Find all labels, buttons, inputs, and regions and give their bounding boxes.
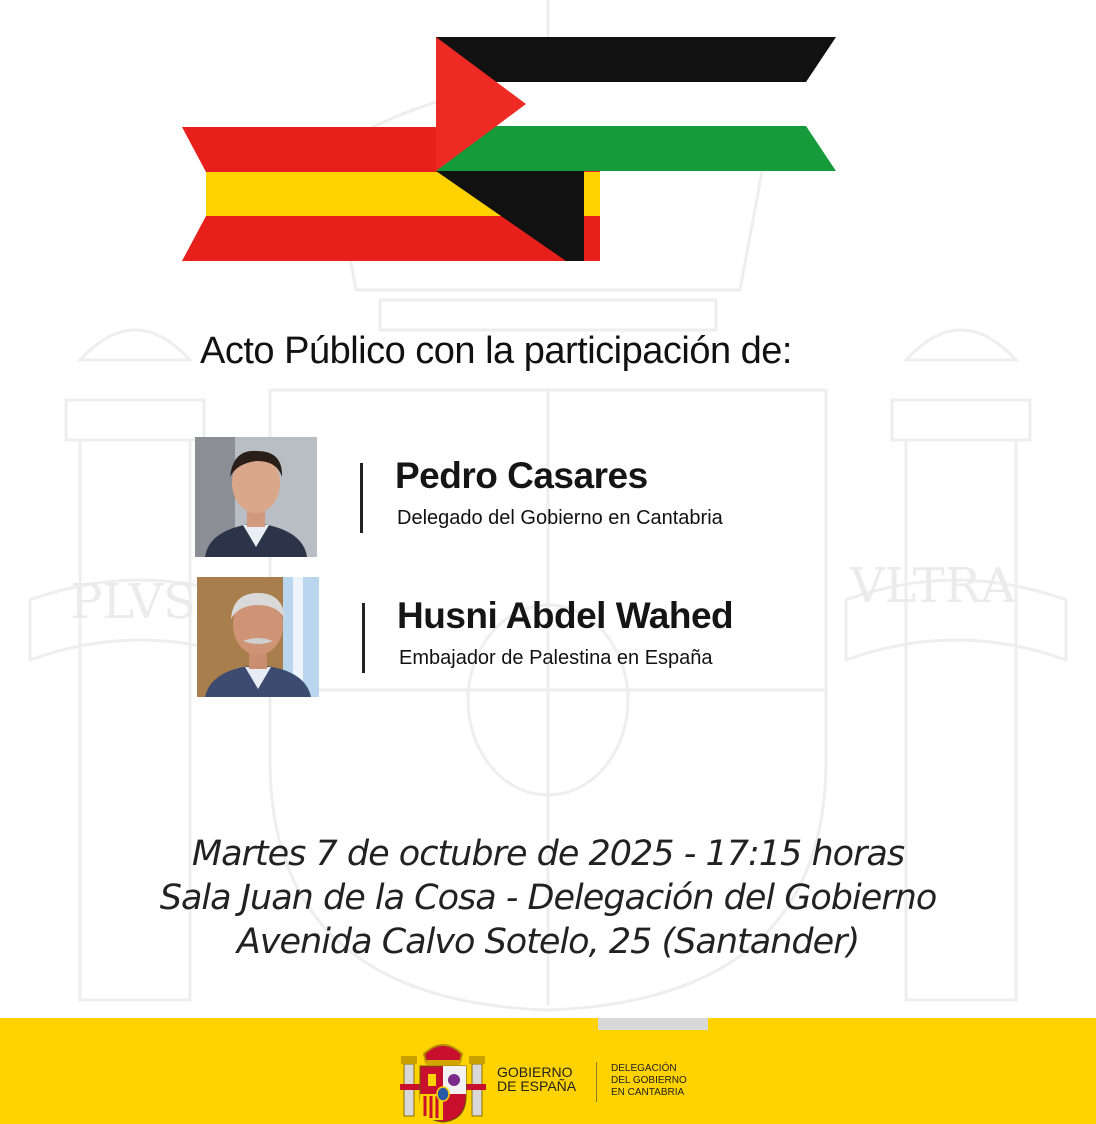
government-label: GOBIERNO DE ESPAÑA: [497, 1064, 577, 1094]
delegation-label: DELEGACIÓN DEL GOBIERNO EN CANTABRIA: [611, 1063, 687, 1098]
palestine-flag: [436, 37, 836, 171]
event-venue: Sala Juan de la Cosa - Delegación del Gobierno: [159, 878, 937, 918]
participant-name: Pedro Casares: [395, 455, 648, 496]
spain-palestine-flags: [0, 0, 1096, 300]
event-details: [0, 832, 1096, 964]
watermark-motto-left: PLVS: [70, 574, 197, 630]
participant-name: Husni Abdel Wahed: [397, 595, 734, 636]
footer-tab: [598, 1018, 708, 1030]
participant-card: [0, 577, 1096, 701]
participant-role: Delegado del Gobierno en Cantabria: [397, 507, 723, 529]
footer-bar: [0, 1018, 1096, 1124]
event-heading: Acto Público con la participación de:: [200, 330, 792, 372]
participant-card: [0, 437, 1096, 561]
participant-photo: [197, 577, 319, 697]
spain-coat-of-arms-icon: [398, 1034, 488, 1124]
participant-role: Embajador de Palestina en España: [399, 647, 713, 669]
event-date: Martes 7 de octubre de 2025 - 17:15 horas: [191, 834, 905, 874]
event-address: Avenida Calvo Sotelo, 25 (Santander): [236, 922, 860, 962]
watermark-motto-right: VLTRA: [850, 558, 1016, 614]
participant-photo: [195, 437, 317, 557]
footer-divider: [596, 1062, 597, 1102]
